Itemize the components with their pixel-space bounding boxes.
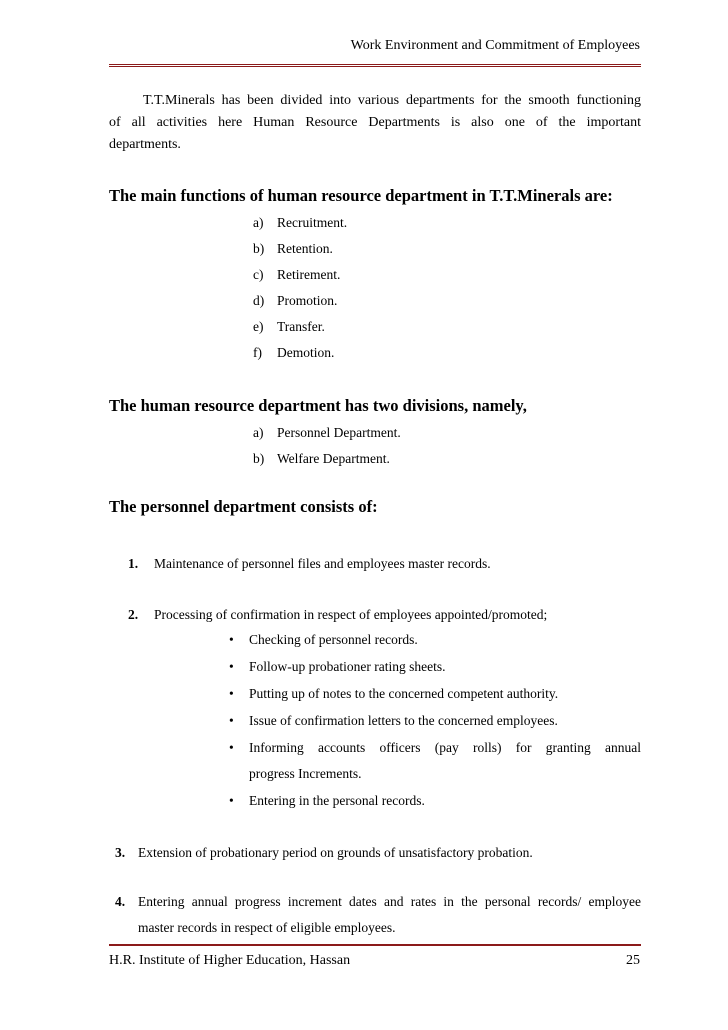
item-text: Maintenance of personnel files and employees master records.: [154, 556, 491, 571]
list-text: Retention.: [277, 241, 333, 256]
bullet-text: Issue of confirmation letters to the concerned employees.: [249, 713, 558, 728]
number-marker: 1.: [128, 556, 139, 571]
list-marker: c): [253, 267, 264, 282]
list-text: Recruitment.: [277, 215, 348, 230]
list-item: [253, 451, 390, 467]
list-marker: a): [253, 425, 264, 440]
section2-heading: The human resource department has two divisions, namely,: [109, 396, 527, 415]
list-marker: d): [253, 293, 265, 308]
footer-rule: [109, 944, 641, 946]
number-marker: 2.: [128, 607, 139, 622]
list-marker: b): [253, 451, 265, 466]
list-text: Promotion.: [277, 293, 338, 308]
list-item: [253, 293, 337, 309]
list-item: [253, 267, 340, 283]
list-item: [253, 319, 325, 335]
running-header: Work Environment and Commitment of Employees: [350, 38, 640, 53]
numbered-item-4-continuation: master records in respect of eligible employees.: [138, 920, 396, 935]
intro-line-2: of all activities here Human Resource Departments is also one of the important: [109, 115, 641, 130]
numbered-item-1: [128, 556, 491, 572]
bullet-text: Entering in the personal records.: [249, 793, 425, 808]
bullet-text: Follow-up probationer rating sheets.: [249, 659, 446, 674]
list-text: Personnel Department.: [277, 425, 401, 440]
section3-heading: The personnel department consists of:: [109, 497, 378, 516]
numbered-item-2: [128, 607, 547, 623]
list-marker: b): [253, 241, 265, 256]
list-marker: a): [253, 215, 264, 230]
list-text: Transfer.: [277, 319, 325, 334]
header-rule: [109, 64, 641, 67]
bullet-text: Putting up of notes to the concerned competent authority.: [249, 686, 559, 701]
list-item: [253, 425, 401, 441]
bullet-item: [229, 713, 558, 729]
item-text: Entering annual progress increment dates and rates in the personal records/ employee: [138, 894, 641, 909]
number-marker: 4.: [115, 894, 126, 909]
footer-institution: H.R. Institute of Higher Education, Hassan: [109, 953, 351, 968]
bullet-continuation: progress Increments.: [249, 766, 362, 781]
bullet-item: [229, 659, 445, 675]
list-item: [253, 345, 334, 361]
item-text: Processing of confirmation in respect of employees appointed/promoted;: [154, 607, 548, 622]
list-item: [253, 215, 347, 231]
intro-line-3: departments.: [109, 137, 181, 152]
bullet-text: Checking of personnel records.: [249, 632, 418, 647]
list-text: Welfare Department.: [277, 451, 390, 466]
bullet-icon: •: [229, 686, 234, 701]
item-text: Extension of probationary period on grounds of unsatisfactory probation.: [138, 845, 533, 860]
bullet-item: [229, 740, 641, 756]
section1-heading: The main functions of human resource department in T.T.Minerals are:: [109, 186, 613, 205]
numbered-item-4: [115, 894, 641, 910]
page-number: 25: [626, 953, 640, 968]
list-item: [253, 241, 333, 257]
bullet-icon: •: [229, 713, 234, 728]
numbered-item-3: [115, 845, 533, 861]
bullet-item: [229, 686, 558, 702]
list-text: Demotion.: [277, 345, 335, 360]
bullet-icon: •: [229, 659, 234, 674]
bullet-item: [229, 632, 418, 648]
bullet-icon: •: [229, 793, 234, 808]
bullet-icon: •: [229, 632, 234, 647]
list-marker: f): [253, 345, 262, 360]
intro-line-1: T.T.Minerals has been divided into various departments for the smooth functioning: [143, 93, 641, 108]
bullet-icon: •: [229, 740, 234, 755]
number-marker: 3.: [115, 845, 126, 860]
list-marker: e): [253, 319, 264, 334]
list-text: Retirement.: [277, 267, 341, 282]
bullet-text: Informing accounts officers (pay rolls) for granting annual: [249, 740, 641, 755]
bullet-item: [229, 793, 425, 809]
